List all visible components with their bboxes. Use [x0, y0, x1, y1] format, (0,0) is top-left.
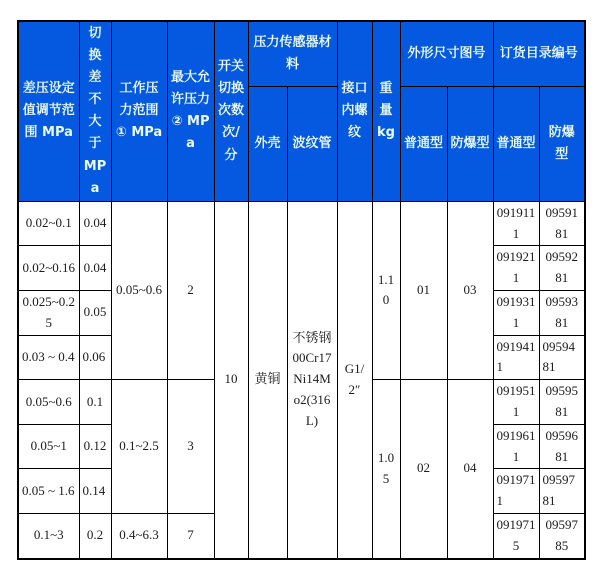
header-switch-diff: 切换差不大于 MPa	[79, 21, 111, 201]
cell-catalog-explosion: 0959781	[539, 469, 585, 514]
cell-drawing-standard: 01	[400, 201, 447, 379]
cell-catalog-standard: 0919411	[493, 335, 539, 380]
header-sensor-material-group: 压力传感器材料	[248, 21, 337, 87]
cell-catalog-standard: 0919715	[493, 513, 539, 558]
header-catalog-standard: 普通型	[493, 87, 539, 202]
table-row	[18, 201, 585, 246]
cell-thread: G1/2″	[337, 201, 372, 558]
cell-catalog-standard: 0919311	[493, 290, 539, 335]
cell-shell: 黄铜	[248, 201, 287, 558]
header-range: 差压设定值调节范围 MPa	[18, 21, 79, 201]
table-body	[18, 201, 585, 558]
cell-max-pressure: 7	[167, 513, 214, 558]
header-catalog-explosion: 防爆型	[539, 87, 585, 202]
header-work-pressure: 工作压力范围① MPa	[111, 21, 167, 201]
cell-switch-rate: 10	[214, 201, 248, 558]
header-drawing-explosion: 防爆型	[447, 87, 493, 202]
cell-range: 0.05~1	[18, 424, 79, 469]
cell-range: 0.02~0.1	[18, 201, 79, 246]
cell-catalog-explosion: 0959181	[539, 201, 585, 246]
cell-diff: 0.05	[79, 290, 111, 335]
header-drawing-standard: 普通型	[400, 87, 447, 202]
header-row-group	[18, 21, 585, 87]
cell-catalog-explosion: 0959281	[539, 246, 585, 291]
cell-diff: 0.1	[79, 380, 111, 425]
cell-catalog-explosion: 0959681	[539, 424, 585, 469]
cell-diff: 0.2	[79, 513, 111, 558]
cell-max-pressure: 2	[167, 201, 214, 379]
cell-diff: 0.04	[79, 201, 111, 246]
cell-range: 0.02~0.16	[18, 246, 79, 291]
cell-weight: 1.10	[372, 201, 400, 379]
cell-catalog-standard: 0919211	[493, 246, 539, 291]
cell-bellows: 不锈钢00Cr17Ni14Mo2(316L)	[287, 201, 337, 558]
table-header	[18, 21, 585, 201]
cell-drawing-explosion: 04	[447, 380, 493, 559]
header-shell: 外壳	[248, 87, 287, 202]
spec-table	[17, 20, 586, 560]
header-max-pressure: 最大允许压力② MPa	[167, 21, 214, 201]
cell-diff: 0.12	[79, 424, 111, 469]
cell-diff: 0.14	[79, 469, 111, 514]
cell-weight: 1.05	[372, 380, 400, 559]
cell-drawing-explosion: 03	[447, 201, 493, 379]
header-drawing-group: 外形尺寸图号	[400, 21, 493, 87]
cell-diff: 0.04	[79, 246, 111, 291]
cell-catalog-explosion: 0959581	[539, 380, 585, 425]
cell-catalog-standard: 0919511	[493, 380, 539, 425]
cell-catalog-explosion: 0959785	[539, 513, 585, 558]
cell-catalog-explosion: 0959481	[539, 335, 585, 380]
cell-catalog-explosion: 0959381	[539, 290, 585, 335]
cell-range: 0.03 ~ 0.4	[18, 335, 79, 380]
header-bellows: 波纹管	[287, 87, 337, 202]
cell-diff: 0.06	[79, 335, 111, 380]
header-thread: 接口内螺纹	[337, 21, 372, 201]
header-catalog-group: 订货目录编号	[493, 21, 585, 87]
cell-catalog-standard: 0919711	[493, 469, 539, 514]
cell-catalog-standard: 0919611	[493, 424, 539, 469]
cell-range: 0.025~0.25	[18, 290, 79, 335]
cell-drawing-standard: 02	[400, 380, 447, 559]
cell-work-pressure: 0.05~0.6	[111, 201, 167, 379]
cell-work-pressure: 0.1~2.5	[111, 380, 167, 514]
cell-range: 0.05~0.6	[18, 380, 79, 425]
header-weight: 重量kg	[372, 21, 400, 201]
cell-range: 0.1~3	[18, 513, 79, 558]
cell-catalog-standard: 0919111	[493, 201, 539, 246]
cell-work-pressure: 0.4~6.3	[111, 513, 167, 558]
header-switch-rate: 开关切换次数次/分	[214, 21, 248, 201]
cell-max-pressure: 3	[167, 380, 214, 514]
cell-range: 0.05 ~ 1.6	[18, 469, 79, 514]
